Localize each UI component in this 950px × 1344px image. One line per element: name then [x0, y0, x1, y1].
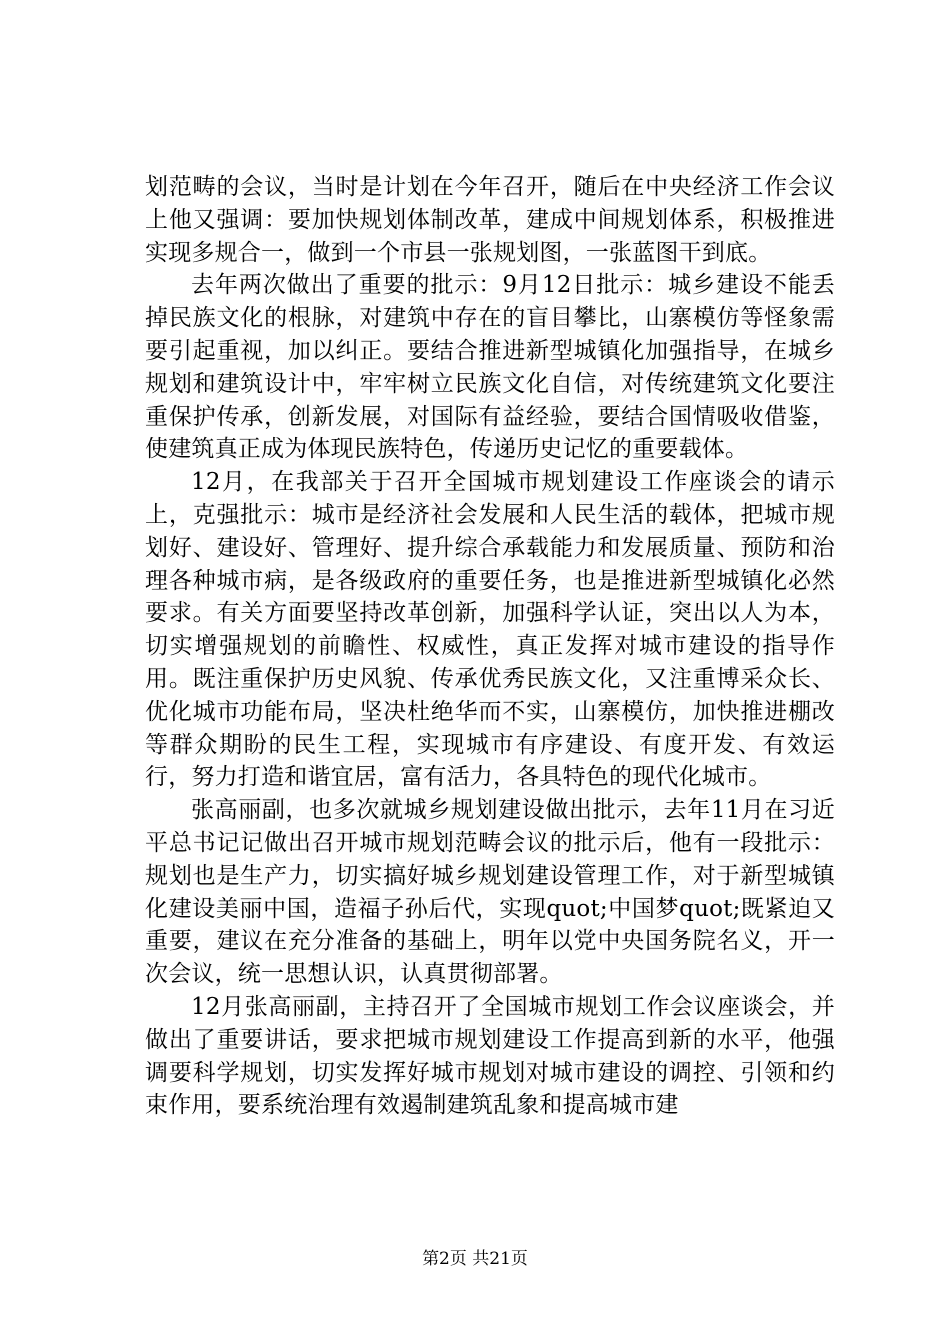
paragraph-5: 12月张高丽副，主持召开了全国城市规划工作会议座谈会，并做出了重要讲话，要求把城市规划建设工作提高到新的水平，他强调要科学规划，切实发挥好城市规划对城市建设的调控、引领和约束作用，要系统治理有效遏制建筑乱象和提高城市建	[145, 993, 835, 1119]
paragraph-3: 12月，在我部关于召开全国城市规划建设工作座谈会的请示上，克强批示：城市是经济社会发展和人民生活的载体，把城市规划好、建设好、管理好、提升综合承载能力和发展质量、预防和治理各种城市病，是各级政府的重要任务，也是推进新型城镇化必然要求。有关方面要坚持改革创新，加强科学认证，突出以人为本，切实增强规划的前瞻性、权威性，真正发挥对城市建设的指导作用。既注重保护历史风貌、传承优秀民族文化，又注重博采众长、优化城市功能布局，坚决杜绝华而不实，山寨模仿，加快推进棚改等群众期盼的民生工程，实现城市有序建设、有度开发、有效运行，努力打造和谐宜居，富有活力，各具特色的现代化城市。	[145, 469, 835, 791]
paragraph-2: 去年两次做出了重要的批示：9月12日批示：城乡建设不能丢掉民族文化的根脉，对建筑中存在的盲目攀比，山寨模仿等怪象需要引起重视，加以纠正。要结合推进新型城镇化加强指导，在城乡规划和建筑设计中，牢牢树立民族文化自信，对传统建筑文化要注重保护传承，创新发展，对国际有益经验，要结合国情吸收借鉴，使建筑真正成为体现民族特色，传递历史记忆的重要载体。	[145, 272, 835, 463]
paragraph-4: 张高丽副，也多次就城乡规划建设做出批示，去年11月在习近平总书记记做出召开城市规划范畴会议的批示后，他有一段批示：规划也是生产力，切实搞好城乡规划建设管理工作，对于新型城镇化建设美丽中国，造福子孙后代，实现quot;中国梦quot;既紧迫又重要，建议在充分准备的基础上，明年以党中央国务院名义，开一次会议，统一思想认识，认真贯彻部署。	[145, 797, 835, 988]
page-footer: 第2页 共21页	[422, 1249, 528, 1269]
paragraph-1: 划范畴的会议，当时是计划在今年召开，随后在中央经济工作会议上他又强调：要加快规划体制改革，建成中间规划体系，积极推进实现多规合一，做到一个市县一张规划图，一张蓝图干到底。	[145, 174, 835, 266]
document-body	[145, 171, 835, 1122]
